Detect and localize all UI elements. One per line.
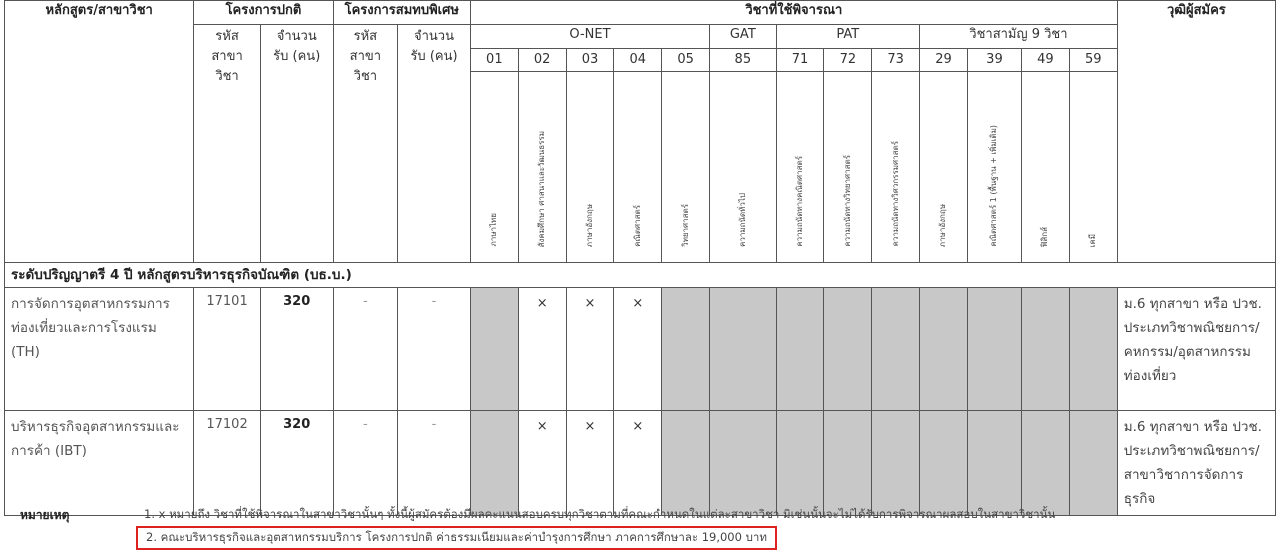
header-nine-subjects: วิชาสามัญ 9 วิชา — [920, 25, 1118, 49]
subject-code: 59 — [1069, 49, 1117, 72]
subject-name-text: ความถนัดทางคณิตศาสตร์ — [795, 156, 804, 247]
subject-name-text: ความถนัดทั่วไป — [737, 193, 747, 247]
unused-subject-cell — [1021, 411, 1069, 516]
section-title: ระดับปริญญาตรี 4 ปี หลักสูตรบริหารธุรกิจบัณฑิต (บธ.บ.) — [5, 263, 1276, 288]
header-regular-seats: จำนวน รับ (คน) — [260, 25, 333, 263]
subject-code: 01 — [470, 49, 518, 72]
note-2-highlighted: 2. คณะบริหารธุรกิจและอุตสาหกรรมบริการ โครงการปกติ ค่าธรรมเนียมและค่าบำรุงการศึกษา ภาคการศึกษาละ 19,000 บาท — [136, 526, 777, 550]
subject-mark: × — [518, 411, 566, 516]
unused-subject-cell — [824, 288, 872, 411]
unused-subject-cell — [662, 411, 710, 516]
subject-name — [710, 72, 777, 263]
subject-code: 71 — [776, 49, 824, 72]
subject-code: 39 — [967, 49, 1021, 72]
subject-code: 03 — [566, 49, 614, 72]
subject-code: 29 — [920, 49, 968, 72]
subject-name-text: ภาษาอังกฤษ — [584, 203, 594, 247]
subject-name — [920, 72, 968, 263]
special-seats: - — [398, 288, 471, 411]
unused-subject-cell — [470, 288, 518, 411]
subject-name — [824, 72, 872, 263]
subject-name-text: ความถนัดทางวิศวกรรมศาสตร์ — [890, 141, 900, 247]
header-gat: GAT — [710, 25, 777, 49]
subject-code: 04 — [614, 49, 662, 72]
subject-name-text: ความถนัดทางวิทยาศาสตร์ — [842, 155, 852, 247]
subject-name-text: วิทยาศาสตร์ — [680, 204, 690, 247]
subject-code: 73 — [872, 49, 920, 72]
program-code: 17101 — [194, 288, 261, 411]
unused-subject-cell — [872, 288, 920, 411]
unused-subject-cell — [872, 411, 920, 516]
unused-subject-cell — [1021, 288, 1069, 411]
subject-code: 49 — [1021, 49, 1069, 72]
header-regular: โครงการปกติ — [194, 1, 333, 25]
unused-subject-cell — [662, 288, 710, 411]
program-seats: 320 — [260, 411, 333, 516]
program-name: บริหารธุรกิจอุตสาหกรรมและการค้า (IBT) — [5, 411, 194, 516]
unused-subject-cell — [920, 288, 968, 411]
header-regular-code: รหัส สาขา วิชา — [194, 25, 261, 263]
program-code: 17102 — [194, 411, 261, 516]
subject-name — [872, 72, 920, 263]
header-special-code: รหัส สาขา วิชา — [333, 25, 397, 263]
subject-name — [470, 72, 518, 263]
subject-name — [776, 72, 824, 263]
subject-name-text: ภาษาไทย — [489, 213, 499, 247]
subject-name — [518, 72, 566, 263]
notes-label: หมายเหตุ — [20, 508, 70, 522]
qualification: ม.6 ทุกสาขา หรือ ปวช. ประเภทวิชาพณิชยการ/คหกรรม/อุตสาหกรรมท่องเที่ยว — [1117, 288, 1275, 411]
subject-code: 05 — [662, 49, 710, 72]
header-special-seats: จำนวน รับ (คน) — [398, 25, 471, 263]
subject-code: 02 — [518, 49, 566, 72]
unused-subject-cell — [710, 411, 777, 516]
subject-name — [1069, 72, 1117, 263]
unused-subject-cell — [1069, 288, 1117, 411]
subject-name — [1021, 72, 1069, 263]
subject-mark: × — [518, 288, 566, 411]
subject-name-text: ภาษาอังกฤษ — [938, 203, 948, 247]
admission-table — [4, 0, 1276, 516]
unused-subject-cell — [920, 411, 968, 516]
qualification: ม.6 ทุกสาขา หรือ ปวช. ประเภทวิชาพณิชยการ/สาขาวิชาการจัดการธุรกิจ — [1117, 411, 1275, 516]
program-name: การจัดการอุตสาหกรรมการท่องเที่ยวและการโรงแรม (TH) — [5, 288, 194, 411]
unused-subject-cell — [776, 288, 824, 411]
subject-mark: × — [614, 411, 662, 516]
table-row — [5, 288, 1276, 411]
header-program: หลักสูตร/สาขาวิชา — [5, 1, 194, 263]
subject-code: 85 — [710, 49, 777, 72]
special-code: - — [333, 411, 397, 516]
subject-name-text: สังคมศึกษา ศาสนาและวัฒนธรรม — [537, 130, 547, 247]
subject-name — [614, 72, 662, 263]
subject-code: 72 — [824, 49, 872, 72]
subject-name-text: ฟิสิกส์ — [1040, 226, 1050, 247]
subject-name — [967, 72, 1021, 263]
header-onet: O-NET — [470, 25, 709, 49]
table-row — [5, 411, 1276, 516]
subject-mark: × — [566, 411, 614, 516]
subject-mark: × — [614, 288, 662, 411]
unused-subject-cell — [967, 288, 1021, 411]
special-code: - — [333, 288, 397, 411]
subject-name-text: เคมี — [1088, 233, 1098, 247]
subject-name-text: คณิตศาสตร์ — [632, 205, 642, 247]
header-pat: PAT — [776, 25, 919, 49]
special-seats: - — [398, 411, 471, 516]
unused-subject-cell — [710, 288, 777, 411]
subject-name-text: คณิตศาสตร์ 1 (พื้นฐาน + เพิ่มเติม) — [989, 125, 999, 247]
unused-subject-cell — [824, 411, 872, 516]
unused-subject-cell — [470, 411, 518, 516]
subject-mark: × — [566, 288, 614, 411]
note-1: 1. x หมายถึง วิชาที่ใช้พิจารณาในสาขาวิชานั้นๆ ทั้งนี้ผู้สมัครต้องมีผลคะแนนสอบครบทุกวิชาตามที่คณะกำหนดในแต่ละสาขาวิชา มิเช่นนั้นจะไม่ได้รับการพิจารณาผลสอบในสาขาวิชานั้น — [144, 507, 1056, 521]
unused-subject-cell — [967, 411, 1021, 516]
header-subjects: วิชาที่ใช้พิจารณา — [470, 1, 1117, 25]
unused-subject-cell — [1069, 411, 1117, 516]
header-special: โครงการสมทบพิเศษ — [333, 1, 470, 25]
unused-subject-cell — [776, 411, 824, 516]
header-qualification: วุฒิผู้สมัคร — [1117, 1, 1275, 263]
subject-name — [566, 72, 614, 263]
program-seats: 320 — [260, 288, 333, 411]
admission-table-wrap — [4, 0, 1276, 516]
subject-name — [662, 72, 710, 263]
